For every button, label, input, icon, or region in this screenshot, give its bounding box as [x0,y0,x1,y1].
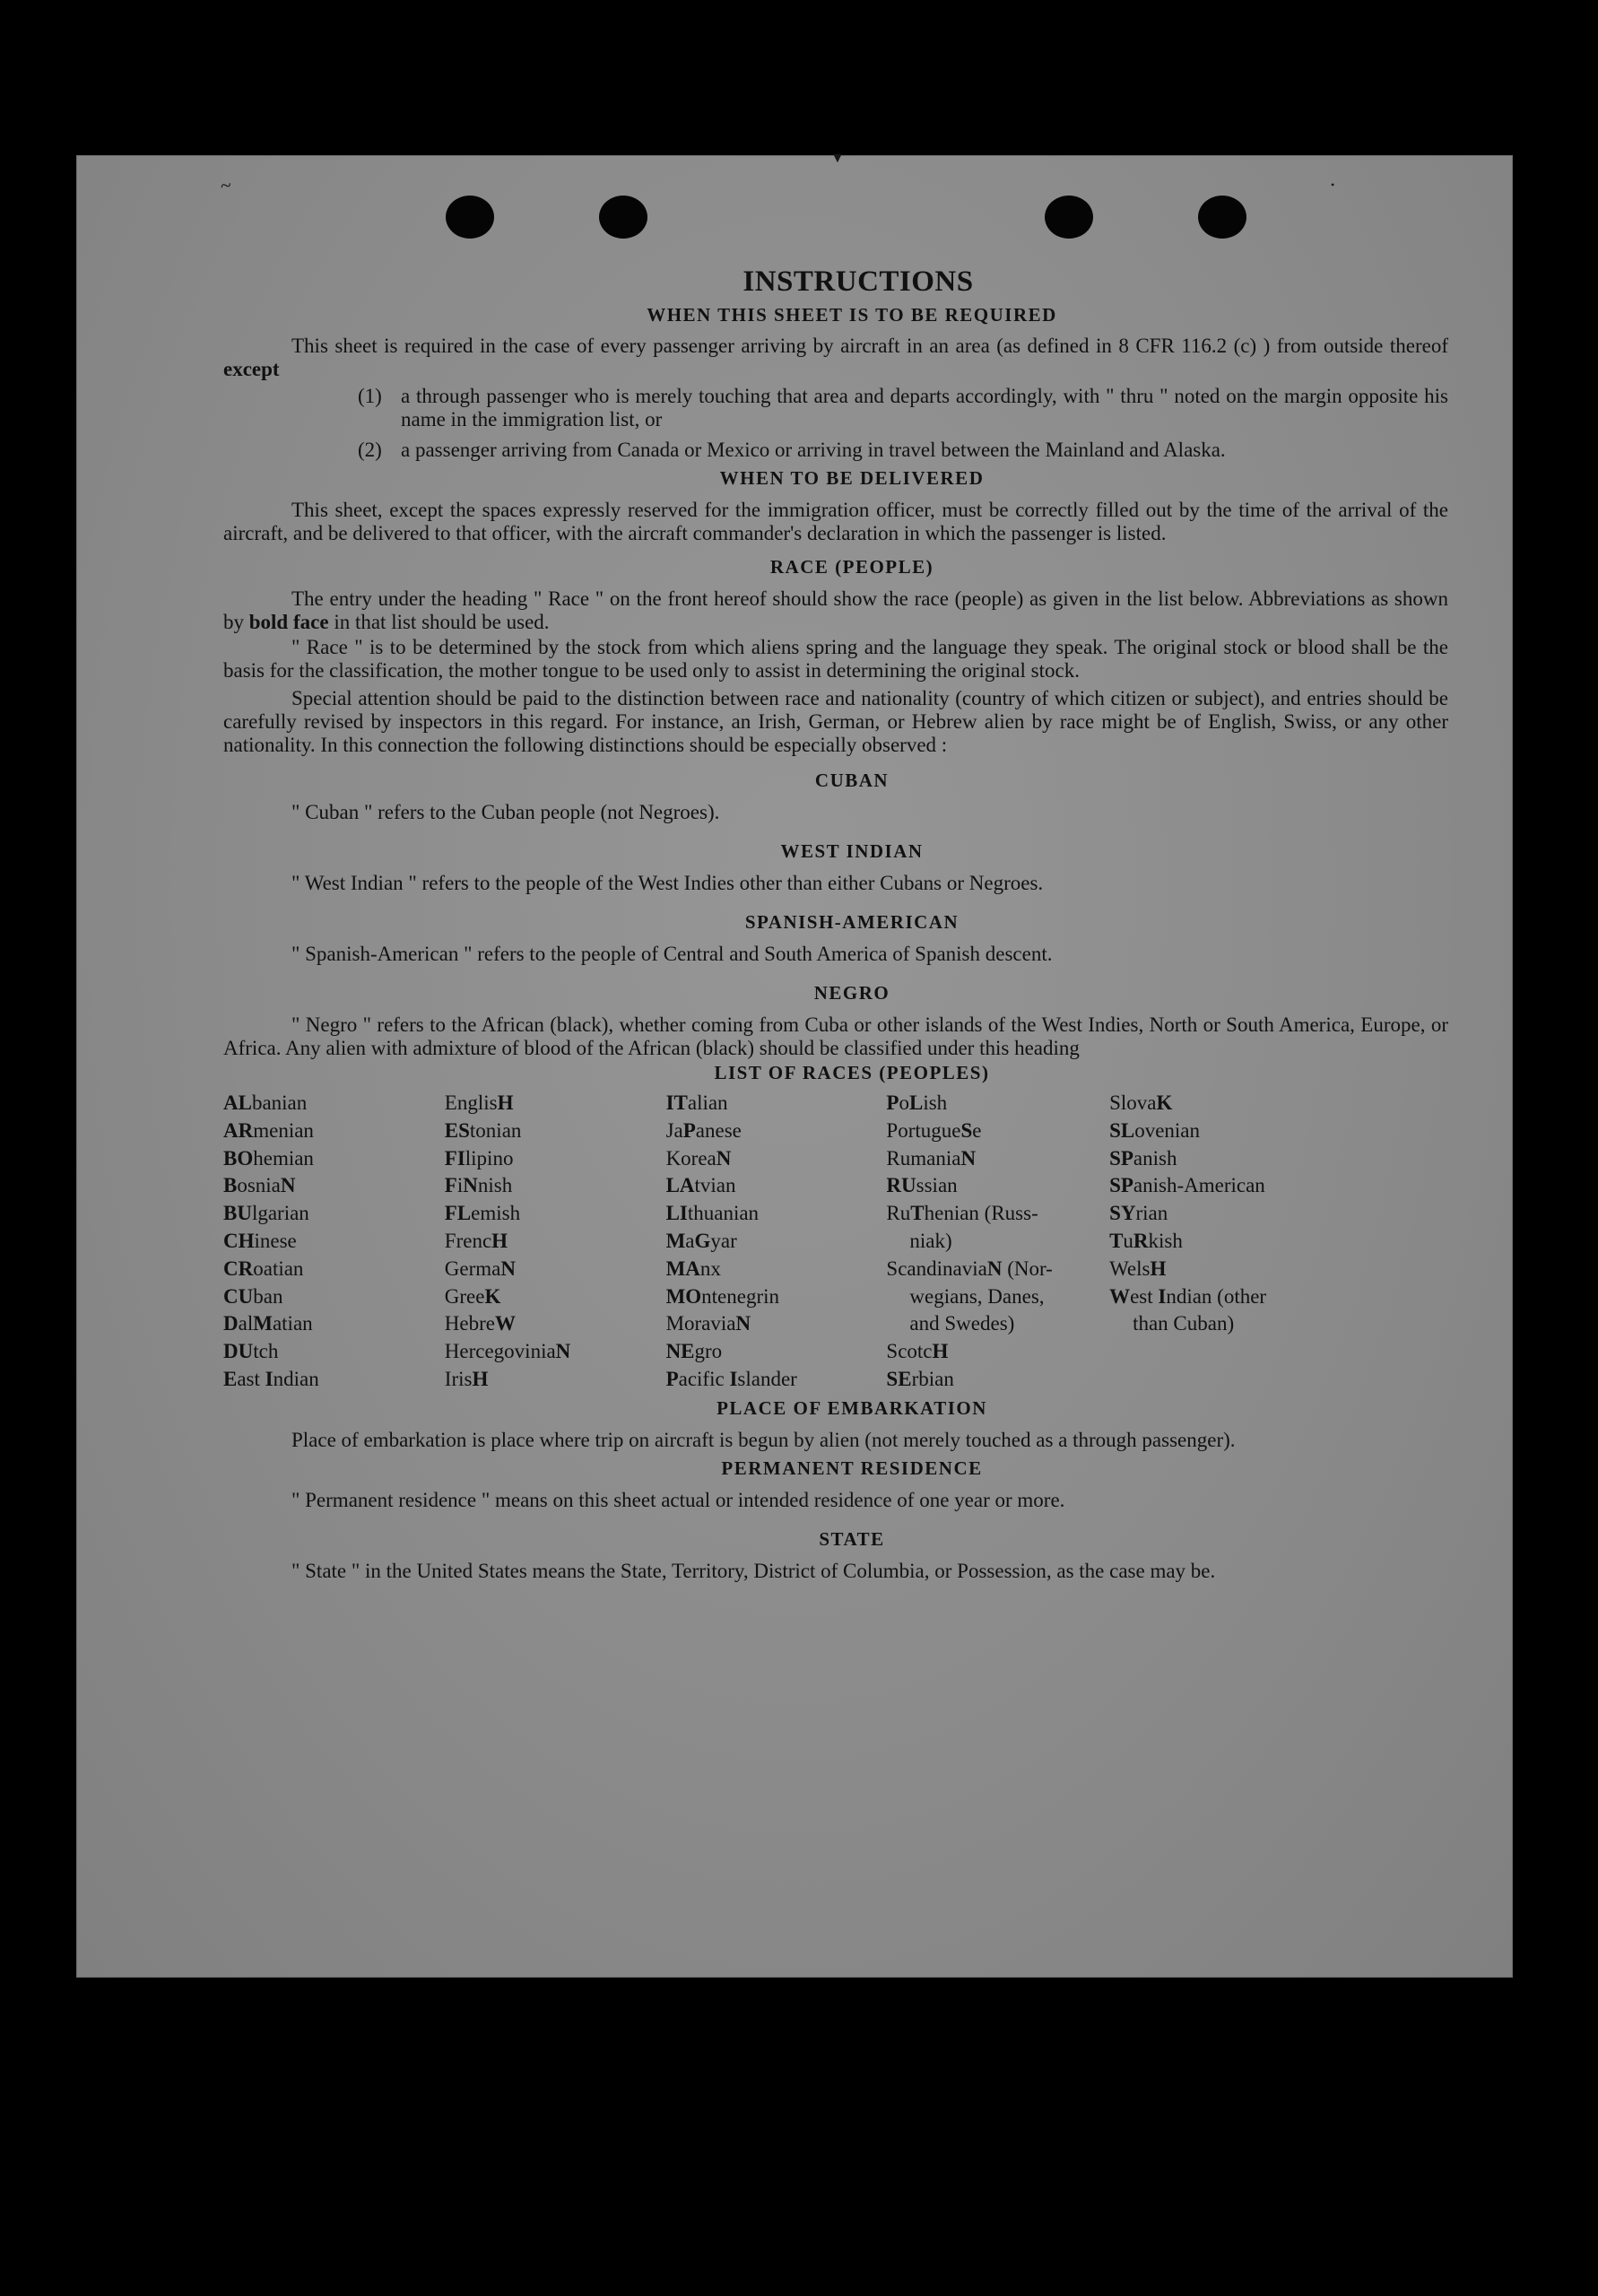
race-entry: MoraviaN [665,1312,751,1335]
paragraph-embarkation: Place of embarkation is place where trip on aircraft is begun by alien (not merely touched as a through passenger). [291,1428,1236,1451]
race-entry: FrencH [444,1229,508,1252]
race-entry: Pacific Islander [665,1367,797,1390]
race-entry: wegians, Danes, [909,1284,1045,1308]
punch-hole [1045,196,1093,239]
race-entry: CRoatian [223,1257,304,1280]
scratch-mark: ~ [219,173,233,197]
race-entry: RumaniaN [886,1146,977,1170]
punch-hole [599,196,647,239]
paragraph-when-required: This sheet is required in the case of every passenger arriving by aircraft in an area (as defined in 8 CFR 116.2 (c) ) from outside thereof except [223,335,1448,380]
race-entry: GermaN [444,1257,516,1280]
race-entry: FLemish [444,1202,521,1225]
heading-embarkation: PLACE OF EMBARKATION [716,1396,987,1419]
race-entry: MaGyar [665,1229,737,1252]
race-entry: IrisH [444,1367,489,1390]
races-column [223,1090,445,1394]
race-entry: than Cuban) [1133,1312,1235,1335]
race-entry: SErbian [886,1367,954,1390]
paragraph-when-delivered: This sheet, except the spaces expressly reserved for the immigration officer, must be correctly filled out by the time of the arrival of the aircraft, and be delivered to that officer, with the aircraft commander's declaration in which the passenger is listed. [223,499,1448,544]
race-entry: SPanish [1109,1146,1177,1170]
races-column [445,1090,666,1394]
race-entry: BUlgarian [223,1202,309,1225]
race-entry: HercegoviniaN [444,1340,571,1363]
scratch-mark: ▼ [830,151,845,166]
heading-negro: NEGRO [813,982,890,1004]
race-entry: CUban [223,1284,283,1308]
list-item: (1) a through passenger who is merely touching that area and departs accordingly, with " thru " noted on the margin opposite his name in the immigration list, or [358,385,1448,430]
race-entry: EStonian [444,1118,522,1142]
race-entry: EnglisH [444,1091,514,1114]
paragraph-spanish-american: " Spanish-American " refers to the people of Central and South America of Spanish descent. [291,943,1053,965]
heading-list-of-races: LIST OF RACES (PEOPLES) [714,1062,990,1083]
heading-when-required: WHEN THIS SHEET IS TO BE REQUIRED [647,304,1057,326]
race-entry: RUssian [886,1174,958,1197]
race-entry: FIlipino [444,1146,514,1170]
race-entry: SlovaK [1109,1091,1173,1114]
paragraph-race-3: Special attention should be paid to the distinction between race and nationality (country of which citizen or subject), and entries should be carefully revised by inspectors in this regard. For instance, an Irish, German, or Hebrew alien by race might be of English, Swiss, or any other nationality. In this connection the following distinctions should be especially observed : [223,687,1448,756]
race-entry: SLovenian [1109,1118,1201,1142]
heading-residence: PERMANENT RESIDENCE [721,1457,983,1479]
race-entry: West Indian (other [1109,1284,1267,1308]
race-entry: East Indian [223,1367,319,1390]
race-entry: BOhemian [223,1146,314,1170]
punch-hole [446,196,494,239]
paragraph-state: " State " in the United States means the State, Territory, District of Columbia, or Possession, as the case may be. [291,1559,1216,1582]
heading-state: STATE [819,1527,885,1550]
race-entry: FiNnish [444,1174,513,1197]
race-entry: WelsH [1109,1257,1167,1280]
race-entry: SYrian [1109,1202,1168,1225]
races-column [666,1090,887,1394]
paragraph-negro: " Negro " refers to the African (black), whether coming from Cuba or other islands of the West Indies, North or South America, Europe, or Africa. Any alien with admixture of blood of the African (black) should be classified under this heading [223,1013,1448,1059]
race-entry: niak) [909,1229,952,1252]
race-entry: MOntenegrin [665,1284,780,1308]
race-entry: ScandinaviaN (Nor- [886,1257,1053,1280]
race-entry: GreeK [444,1284,501,1308]
races-column [886,1090,1109,1394]
race-entry: TuRkish [1109,1229,1183,1252]
race-entry: MAnx [665,1257,721,1280]
race-entry: ITalian [665,1091,728,1114]
race-entry: DUtch [223,1340,279,1363]
heading-spanish-american: SPANISH-AMERICAN [744,911,960,933]
scratch-mark: • [1331,178,1335,191]
race-entry: PoLish [886,1091,948,1114]
races-table [223,1090,1317,1394]
instructions-content [223,265,1448,1583]
race-entry: CHinese [223,1229,297,1252]
heading-when-delivered: WHEN TO BE DELIVERED [719,467,985,489]
race-entry: NEgro [665,1340,723,1363]
page-title: INSTRUCTIONS [743,265,974,298]
race-entry: KoreaN [665,1146,732,1170]
heading-race: RACE (PEOPLE) [769,556,934,578]
race-entry: ScotcH [886,1340,949,1363]
document-sheet [77,151,1512,1977]
race-entry: LAtvian [665,1174,736,1197]
paragraph-residence: " Permanent residence " means on this sheet actual or intended residence of one year or more. [291,1488,1065,1511]
race-entry: DalMatian [223,1312,313,1335]
paragraph-cuban: " Cuban " refers to the Cuban people (not Negroes). [291,801,720,823]
punch-hole [1198,196,1246,239]
races-column [1109,1090,1317,1394]
heading-west-indian: WEST INDIAN [780,840,924,862]
race-entry: and Swedes) [909,1312,1015,1335]
race-entry: SPanish-American [1109,1174,1265,1197]
paragraph-west-indian: " West Indian " refers to the people of the West Indies other than either Cubans or Negroes. [291,872,1044,894]
race-entry: PortugueSe [886,1118,982,1142]
list-item: (2) a passenger arriving from Canada or Mexico or arriving in travel between the Mainland and Alaska. [358,439,1226,461]
heading-cuban: CUBAN [814,770,890,791]
paragraph-race-1: The entry under the heading " Race " on the front hereof should show the race (people) as given in the list below. Abbreviations as shown by bold face in that list should be used. [223,587,1448,633]
race-entry: RuThenian (Russ- [886,1202,1038,1225]
race-entry: JaPanese [665,1118,742,1142]
race-entry: ARmenian [223,1118,314,1142]
race-entry: ALbanian [223,1091,308,1114]
race-entry: BosniaN [223,1174,296,1197]
race-entry: HebreW [444,1312,516,1335]
paragraph-race-2: " Race " is to be determined by the stock from which aliens spring and the language they speak. The original stock or blood shall be the basis for the classification, the mother tongue to be used only to assist in determining the original stock. [223,636,1448,682]
race-entry: LIthuanian [665,1202,760,1225]
